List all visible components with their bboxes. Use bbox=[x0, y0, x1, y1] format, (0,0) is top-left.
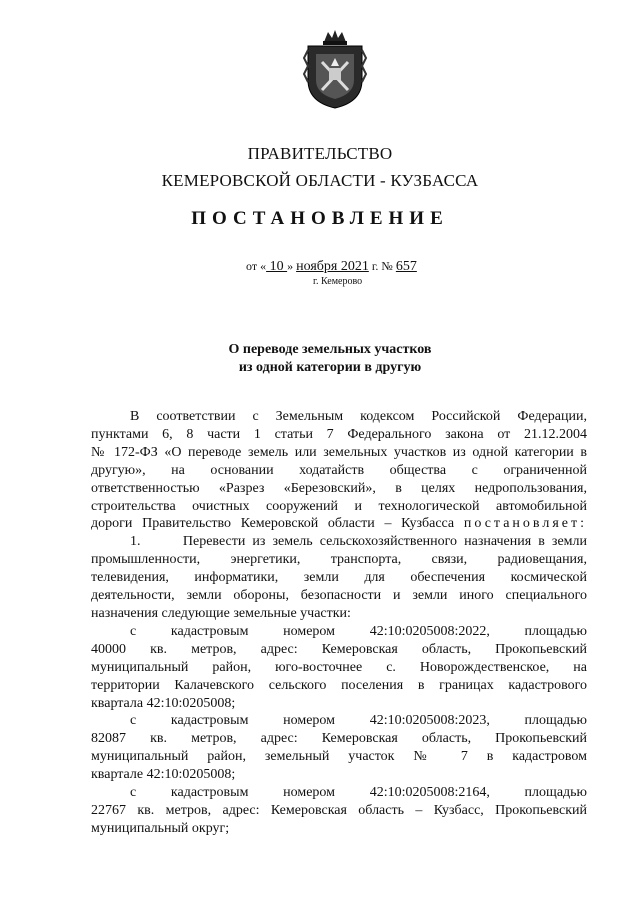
body-line: квартале 42:10:0205008; bbox=[91, 767, 236, 783]
body-line: муниципальный район, юго-восточнее с. Новорождественское, на bbox=[91, 659, 587, 675]
body-line: промышленности, энергетики, транспорта, связи, радиовещания, bbox=[91, 552, 587, 568]
body-line: 1. Перевести из земель сельскохозяйственного назначения в земли bbox=[130, 534, 587, 550]
body-line: телевидения, информатики, земли для обеспечения космической bbox=[91, 570, 587, 586]
document-body bbox=[91, 408, 587, 838]
body-line bbox=[91, 515, 587, 533]
date-month-year: ноября 2021 bbox=[296, 259, 369, 274]
body-line: другую», на основании ходатайств общества с ограниченной bbox=[91, 462, 587, 478]
document-number: 657 bbox=[395, 259, 417, 274]
coat-of-arms-emblem bbox=[302, 28, 368, 110]
body-line: муниципальный округ; bbox=[91, 820, 230, 836]
body-line: с кадастровым номером 42:10:0205008:2022, площадью bbox=[130, 623, 587, 639]
body-line-text: дороги Правительство Кемеровской области – Кузбасса bbox=[91, 516, 464, 532]
body-line: В соответствии с Земельным кодексом Российской Федерации, bbox=[130, 409, 587, 424]
body-line: 22767 кв. метров, адрес: Кемеровская область – Кузбасс, Прокопьевский bbox=[91, 802, 587, 818]
date-day: 10 bbox=[266, 259, 288, 274]
body-line: деятельности, земли обороны, безопасности и земли иного специального bbox=[91, 588, 587, 604]
document-title-line1: О переводе земельных участков bbox=[228, 342, 432, 357]
date-mid: » bbox=[287, 259, 297, 273]
org-name-line1: ПРАВИТЕЛЬСТВО bbox=[247, 144, 393, 163]
body-line: территории Калачевского сельского поселения в границах кадастрового bbox=[91, 677, 587, 693]
date-prefix: от « bbox=[246, 259, 267, 273]
body-line: 82087 кв. метров, адрес: Кемеровская область, Прокопьевский bbox=[91, 731, 587, 747]
body-line: муниципальный район, земельный участок № 7 в кадастровом bbox=[91, 749, 587, 765]
body-line: строительства очистных сооружений и технологической автомобильной bbox=[91, 498, 587, 514]
document-type-heading: ПОСТАНОВЛЕНИЕ bbox=[191, 208, 449, 229]
resolution-keyword: постановляет: bbox=[463, 516, 587, 532]
body-line: с кадастровым номером 42:10:0205008:2023, площадью bbox=[130, 713, 587, 729]
document-title-line2: из одной категории в другую bbox=[238, 360, 422, 375]
body-line: квартала 42:10:0205008; bbox=[91, 695, 236, 711]
body-line: с кадастровым номером 42:10:0205008:2164, площадью bbox=[130, 785, 587, 801]
document-city: г. Кемерово bbox=[313, 276, 363, 287]
date-year-suffix: г. № bbox=[368, 259, 396, 273]
body-line: пунктами 6, 8 части 1 статьи 7 Федерального закона от 21.12.2004 bbox=[91, 426, 587, 442]
body-line: № 172-ФЗ «О переводе земель или земельных участков из одной категории в bbox=[91, 444, 587, 460]
body-line: назначения следующие земельные участки: bbox=[91, 605, 351, 621]
body-line: 40000 кв. метров, адрес: Кемеровская область, Прокопьевский bbox=[91, 641, 587, 657]
org-name-line2: КЕМЕРОВСКОЙ ОБЛАСТИ - КУЗБАССА bbox=[161, 171, 479, 190]
body-line: ответственностью «Разрез «Березовский», в целях недропользования, bbox=[91, 480, 587, 496]
document-date-number bbox=[246, 259, 417, 275]
